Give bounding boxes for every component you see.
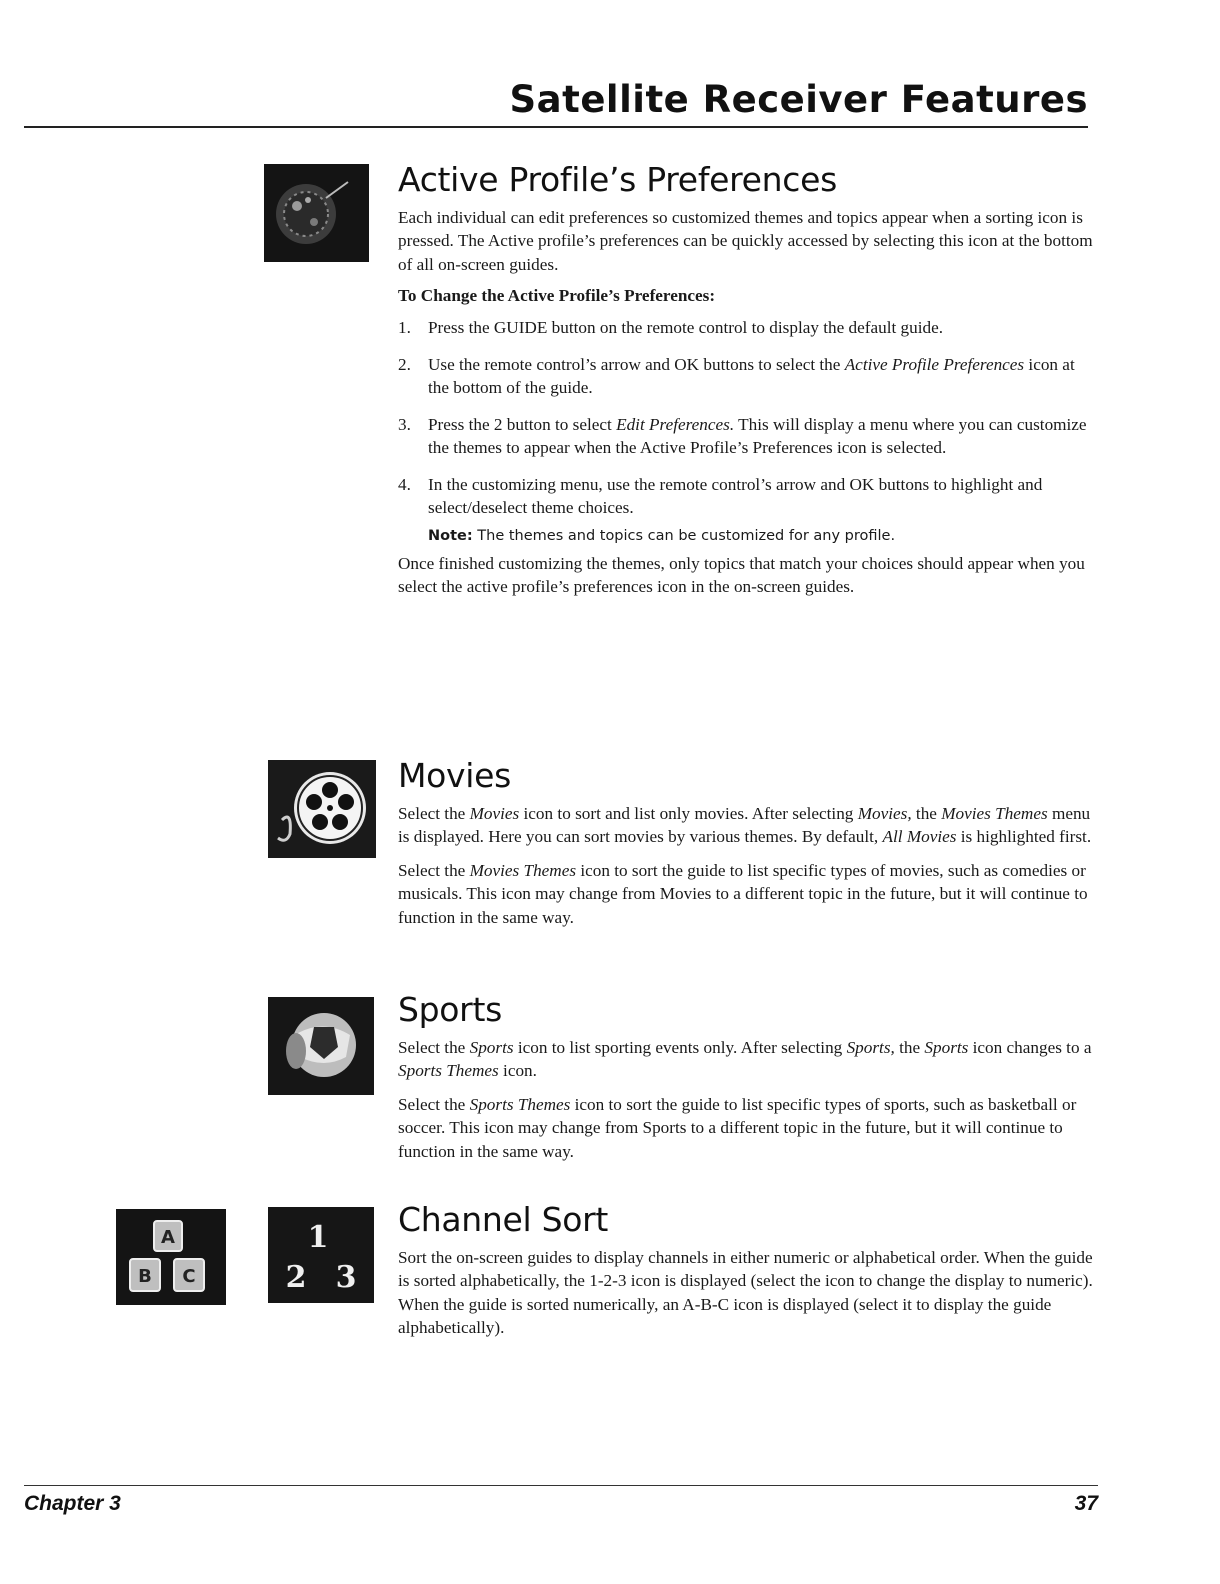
section-sports	[398, 990, 1093, 1173]
section-paragraph: Sort the on-screen guides to display channels in either numeric or alphabetical order. When the guide is sorted alphabetically, the 1-2-3 icon is displayed (select the icon to change the display to numeric). When the guide is sorted numerically, an A-B-C icon is displayed (select it to display the guide alphabetically).	[398, 1247, 1093, 1338]
note-text: The themes and topics can be customized for any profile.	[472, 527, 896, 544]
procedure-step: 4. In the customizing menu, use the remote control’s arrow and OK buttons to highlight and select/deselect theme choices.	[398, 474, 1043, 518]
section-intro: Each individual can edit preferences so customized themes and topics appear when a sorting icon is pressed. The Active profile’s preferences can be quickly accessed by selecting this icon at the bottom of all on-screen guides.	[398, 207, 1093, 274]
page-header-title: Satellite Receiver Features	[509, 78, 1088, 121]
procedure-step: 2. Use the remote control’s arrow and OK buttons to select the Active Profile Preferences icon at the bottom of the guide.	[398, 354, 1075, 398]
abc-blocks-icon	[116, 1209, 226, 1305]
film-reel-icon	[268, 760, 376, 858]
section-title: Channel Sort	[398, 1200, 609, 1239]
procedure-heading: To Change the Active Profile’s Preferences:	[398, 286, 716, 306]
section-paragraph: Select the Sports Themes icon to sort the guide to list specific types of sports, such as basketball or soccer. This icon may change from Sports to a different topic in the future, but it will continue to function in the same way.	[398, 1094, 1077, 1161]
sports-ball-icon	[268, 997, 374, 1095]
section-paragraph: Select the Movies Themes icon to sort the guide to list specific types of movies, such as comedies or musicals. This icon may change from Movies to a different topic in the future, but it will continue to function in the same way.	[398, 860, 1088, 927]
section-paragraph: Select the Movies icon to sort and list only movies. After selecting Movies, the Movies Themes menu is displayed. Here you can sort movies by various themes. By default, All Movies is highlighted first.	[398, 803, 1092, 847]
footer-chapter-label: Chapter 3	[24, 1492, 121, 1515]
note-label: Note:	[428, 527, 473, 544]
svg-text:1: 1	[307, 1220, 329, 1255]
header-rule	[24, 126, 1088, 128]
procedure-steps	[398, 316, 1093, 520]
svg-text:B: B	[138, 1266, 152, 1287]
page-number: 37	[1074, 1492, 1098, 1515]
svg-text:C: C	[182, 1266, 196, 1287]
section-movies	[398, 756, 1093, 939]
svg-text:2: 2	[285, 1260, 307, 1295]
section-paragraph: Select the Sports icon to list sporting events only. After selecting Sports, the Sports icon changes to a Sports Themes icon.	[398, 1037, 1092, 1081]
svg-text:3: 3	[335, 1260, 357, 1295]
section-title: Active Profile’s Preferences	[398, 160, 838, 199]
procedure-step: 3. Press the 2 button to select Edit Preferences. This will display a menu where you can customize the themes to appear when the Active Profile’s Preferences icon is selected.	[398, 414, 1087, 458]
profile-preferences-icon	[264, 164, 369, 262]
section-title: Movies	[398, 756, 512, 795]
one-two-three-icon	[268, 1207, 374, 1303]
section-closing: Once finished customizing the themes, only topics that match your choices should appear when you select the active profile’s preferences icon in the on-screen guides.	[398, 553, 1085, 597]
svg-text:A: A	[161, 1227, 175, 1248]
footer-rule	[24, 1485, 1098, 1486]
section-title: Sports	[398, 990, 502, 1029]
section-active-profile	[398, 160, 1093, 609]
section-channel-sort	[398, 1200, 1093, 1350]
note	[428, 528, 1093, 544]
procedure-step: 1. Press the GUIDE button on the remote control to display the default guide.	[398, 318, 944, 338]
